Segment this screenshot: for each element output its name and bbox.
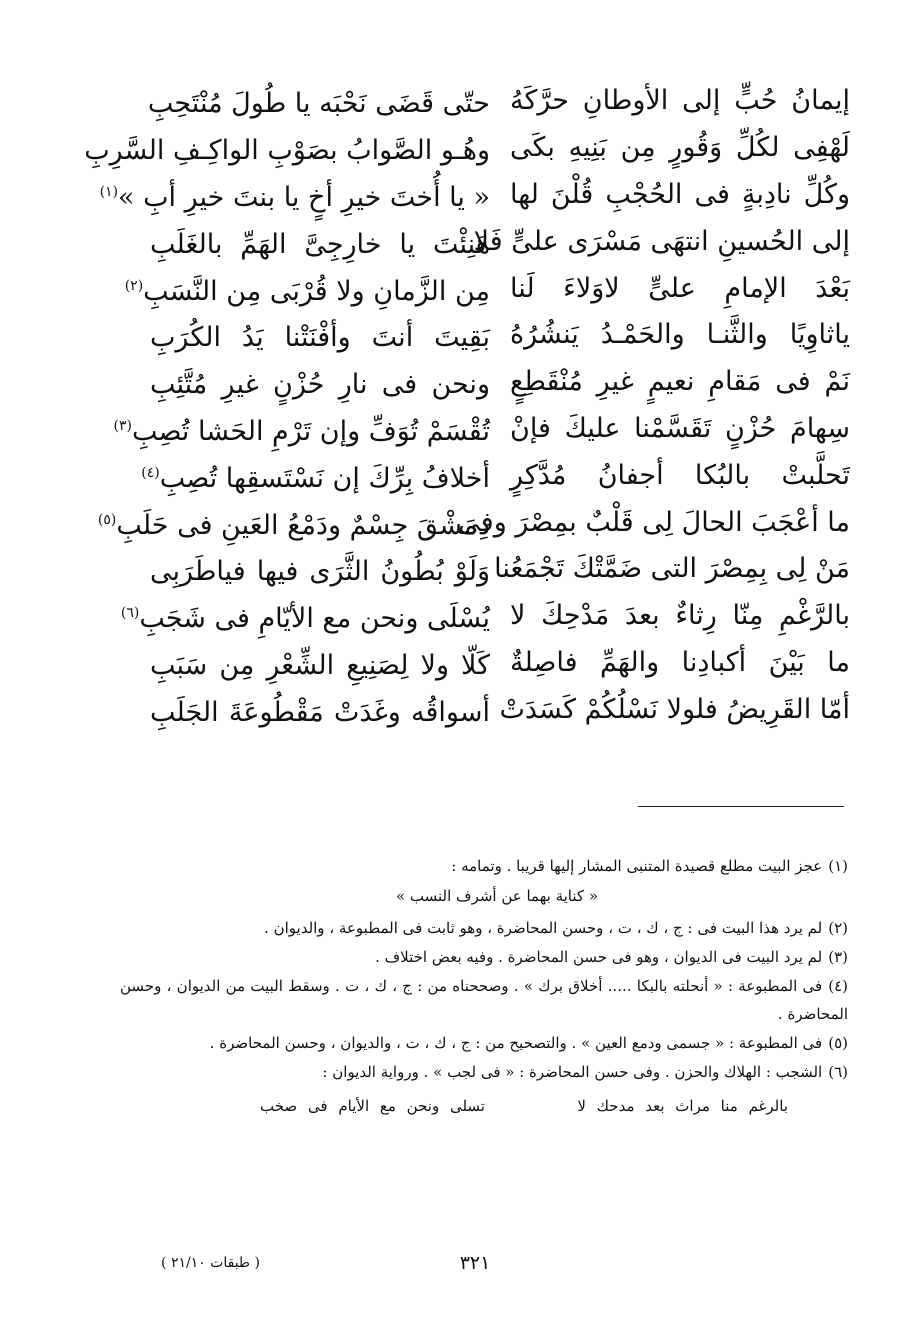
verse (150, 359, 850, 406)
signature-mark: ( طبقات ٢١/١٠ ) (161, 1255, 260, 1271)
footnote-number: (٢) (828, 919, 848, 937)
second-hemistich: هَنِئْتَ يا خارِجِىَّ الهَمِّ بالغَلَبِ (150, 228, 490, 260)
footnote-text: عجز البيت مطلع قصيدة المتنبى المشار إليها قريبا . وتمامه : (451, 857, 823, 875)
first-hemistich: إلى الحُسينِ انتهَى مَسْرَى علىٍّ فَلا (473, 225, 850, 257)
first-hemistich: سِهامَ حُزْنٍ تَقَسَّمْنا عليكَ فإنْ (510, 412, 850, 444)
footnote-marker: (٣) (113, 417, 132, 434)
footnote-number: (٣) (828, 948, 848, 966)
footnote-text: لم يرد البيت فى الديوان ، وهو فى حسن المحاضرة . وفيه بعض اختلاف . (375, 948, 823, 966)
first-hemistich: ما أعْجَبَ الحالَ لِى قَلْبٌ بمِصْرَ وفى (458, 506, 850, 538)
footnote-number: (٥) (828, 1034, 848, 1052)
second-hemistich: بَقِيتَ أنتَ وأفْنَتْنا يَدُ الكُرَبِ (150, 322, 490, 354)
first-hemistich: أمّا القَرِيضُ فلولا نَسْلُكُمْ كَسَدَتْ (499, 693, 850, 725)
second-hemistich: حتّى قَضَى نَحْبَه يا طُولَ مُنْتَحِبِ (147, 88, 490, 120)
second-hemistich: وَلَوْ بُطُونُ الثَّرَى فيها فياطَرَبِى (150, 556, 490, 588)
first-hemistich: مَنْ لِى بِمِصْرَ التى ضَمَّتْكَ تَجْمَعُنا (494, 553, 850, 585)
footnote-marker: (٥) (97, 511, 117, 528)
footnotes (120, 852, 848, 1121)
footnote-marker: (٢) (124, 277, 144, 294)
footnote-text: لم يرد هذا البيت فى : ج ، ك ، ت ، وحسن المحاضرة ، وهو ثابت فى المطبوعة ، والديوان . (264, 919, 823, 937)
verse (113, 406, 850, 453)
second-hemistich: دِمَشْقَ جِسْمٌ ودَمْعُ العَينِ فى حَلَبِ$^{(٥)}$ (97, 509, 490, 541)
second-hemistich: مِن الزَّمانِ ولا قُرْبَى مِن النَّسَبِ$^{(٢)}$ (124, 275, 490, 307)
first-hemistich: تَحلَّبتْ بالبُكا أجفانُ مُدَّكِرٍ (510, 459, 850, 491)
verse (150, 218, 850, 265)
second-hemistich: وهُـو الصَّوابُ بصَوْبِ الواكِـفِ السَّرِبِ (84, 135, 490, 167)
verse (97, 499, 850, 546)
footnote-number: (١) (828, 857, 848, 875)
footnote-5 (120, 1029, 848, 1057)
footnote-marker: (٦) (120, 605, 140, 622)
first-hemistich: ياثاوِيًا والثَّنـا والحَمْـدُ يَنشُرُهُ (510, 319, 850, 351)
verse (150, 312, 850, 359)
footnote-6-verse (120, 1092, 848, 1120)
footnote-number: (٦) (828, 1063, 848, 1081)
verse (99, 172, 850, 219)
footnote-verse-first: بالرغم منا مراث بعد مدحك لا (577, 1097, 788, 1115)
page-number: ٣٢١ (459, 1252, 491, 1274)
footnote-text: الشجب : الهلاك والحزن . وفى حسن المحاضرة : « فى لجب » . ورواية الديوان : (322, 1063, 823, 1081)
verse (84, 125, 850, 172)
footnote-separator (638, 806, 844, 807)
verse (150, 686, 850, 733)
verse (150, 640, 850, 687)
first-hemistich: لَهْفِى لكُلِّ وَقُورٍ مِن بَنِيهِ بكَى (510, 132, 850, 164)
second-hemistich: ونحن فى نارِ حُزْنٍ غيرِ مُتَّئِبِ (150, 369, 490, 401)
verse (150, 546, 850, 593)
footnote-number: (٤) (828, 977, 848, 995)
verse (147, 78, 850, 125)
second-hemistich: أسواقُه وغَدَتْ مَقْطُوعَةَ الجَلَبِ (150, 696, 490, 728)
footnote-text: فى المطبوعة : « أنحلته بالبكا ..... أخلاق برك » . وصححناه من : ج ، ك ، ت . وسقط البيت من الديوان ، وحسن المحاضرة . (120, 977, 848, 1023)
footnote-6 (120, 1058, 848, 1086)
verse (120, 593, 850, 640)
footnote-2 (120, 914, 848, 942)
second-hemistich: تُقْسَمْ تُوَفِّ وإن تَرْمِ الحَشا تُصِبِ$^{(٣)}$ (113, 415, 490, 447)
first-hemistich: وكُلِّ نادِبةٍ فى الحُجْبِ قُلْنَ لها (510, 178, 850, 210)
first-hemistich: بَعْدَ الإمامِ علىٍّ لاوَلاءَ لَنا (510, 272, 850, 304)
second-hemistich: كَلّا ولا لِصَنِيعِ الشِّعْرِ مِن سَبَبِ (150, 649, 490, 681)
footnote-verse-second: تسلى ونحن مع الأيام فى صخب (260, 1097, 485, 1115)
footnote-text: فى المطبوعة : « جسمى ودمع العين » . والتصحيح من : ج ، ك ، ت ، والديوان ، وحسن المحاضرة . (209, 1034, 823, 1052)
verse (141, 452, 850, 499)
first-hemistich: ما بَيْنَ أكبادِنا والهَمِّ فاصِلةٌ (510, 646, 850, 678)
first-hemistich: إيمانُ حُبٍّ إلى الأوطانِ حرَّكَهُ (510, 85, 850, 117)
footnote-4 (120, 972, 848, 1028)
poem (84, 78, 850, 733)
second-hemistich: « يا أُختَ خيرِ أخٍ يا بنتَ خيرِ أبِ »$^{(١)}$ (99, 181, 490, 213)
second-hemistich: يُسْلَى ونحن مع الأيّامِ فى شَجَبِ$^{(٦)}$ (120, 603, 490, 635)
second-hemistich: أخلافُ بِرِّكَ إن نَسْتَسقِها تُصِبِ$^{(٤)}$ (141, 462, 490, 494)
first-hemistich: بالرَّغْمِ مِنّا رِثاءٌ بعدَ مَدْحِكَ لا (510, 600, 850, 632)
verse (124, 265, 850, 312)
first-hemistich: نَمْ فى مَقامِ نعيمٍ غيرِ مُنْقَطِعٍ (510, 366, 850, 398)
footnote-1 (120, 852, 848, 880)
footnote-marker: (٤) (141, 464, 160, 481)
footnote-marker: (١) (99, 183, 119, 200)
footnote-3 (120, 943, 848, 971)
footnote-1-quote: « كناية بهما عن أشرف النسب » (395, 887, 598, 905)
